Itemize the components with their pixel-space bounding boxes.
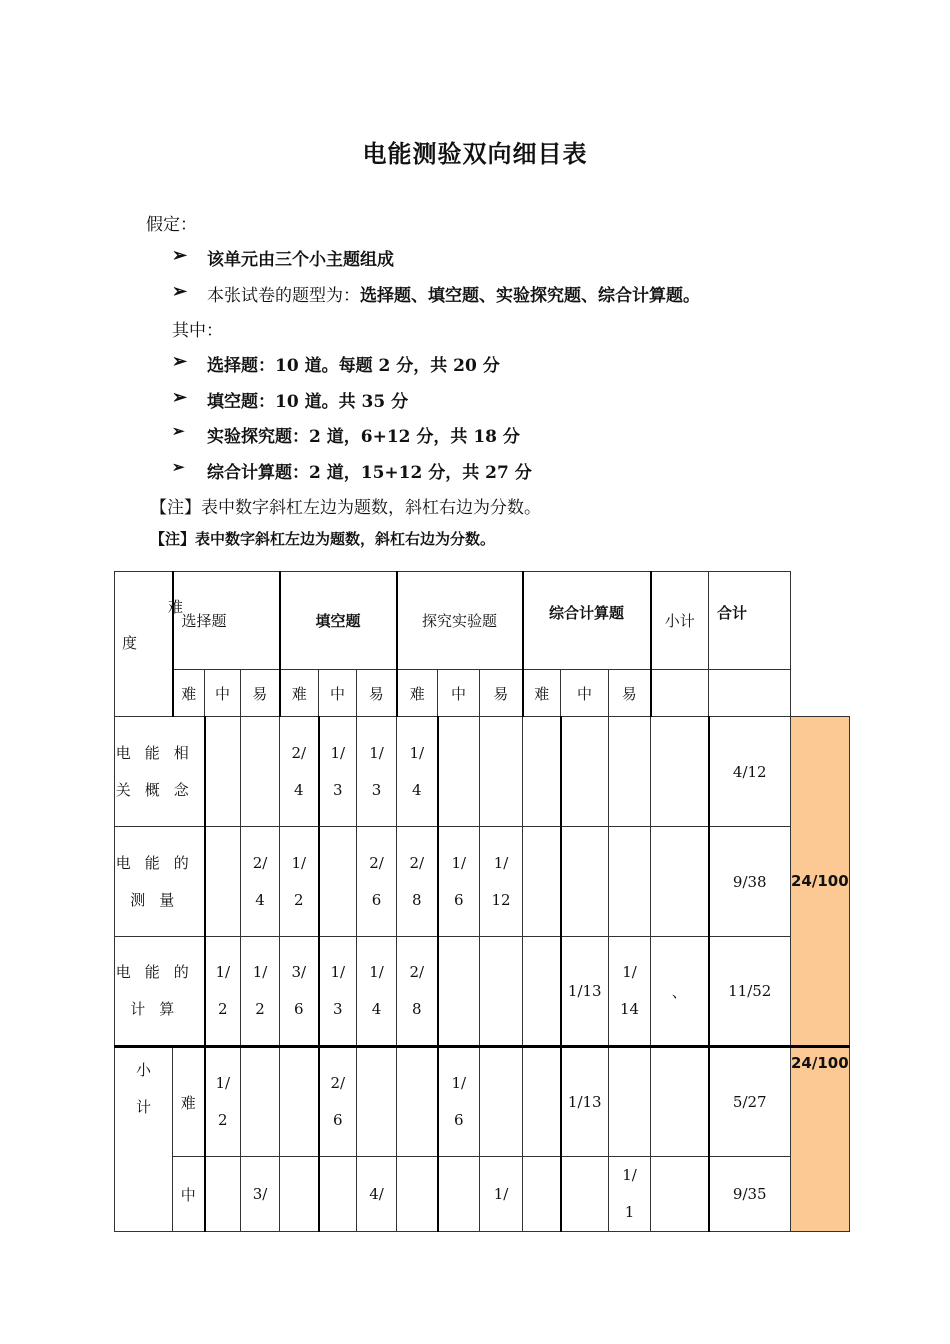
level-easy: 易 <box>357 670 397 717</box>
item-1-label: 选择题 <box>207 356 258 376</box>
table-row <box>115 717 850 827</box>
spec-table <box>114 571 850 1232</box>
item-4 <box>207 458 532 483</box>
level-mid: 中 <box>319 670 357 717</box>
data-cell <box>397 1157 438 1232</box>
total-cell: 24/100 <box>791 1047 850 1232</box>
item-3-text: ：2 道，6+12 分，共 18 分 <box>292 427 520 447</box>
data-cell: 2/ 6 <box>319 1047 357 1157</box>
row-label: 难 <box>173 1047 205 1157</box>
data-cell <box>480 717 523 827</box>
row-label: 电能的测量 <box>115 827 205 937</box>
data-cell <box>438 937 480 1047</box>
data-cell: 1/13 <box>561 937 609 1047</box>
item-3 <box>207 422 520 447</box>
level-hard: 难 <box>397 670 438 717</box>
data-cell: 1/ 2 <box>205 937 241 1047</box>
level-easy: 易 <box>241 670 280 717</box>
arrow-bullet-icon: ➢ <box>172 351 188 372</box>
data-cell <box>205 717 241 827</box>
header-fill: 填空题 <box>280 572 397 670</box>
data-cell: 3/ 6 <box>280 937 319 1047</box>
item-4-text: ：2 道，15+12 分，共 27 分 <box>292 463 532 483</box>
header-calc: 综合计算题 <box>523 572 651 670</box>
header-choice: 选择题 <box>173 572 280 670</box>
data-cell: 2/ 4 <box>280 717 319 827</box>
header-total: 合计 <box>709 572 791 670</box>
data-cell <box>609 1047 651 1157</box>
subtotal-cell: 4/12 <box>709 717 791 827</box>
data-cell: 2/ 4 <box>241 827 280 937</box>
data-cell: 1/ 3 <box>319 717 357 827</box>
total-cell: 24/100 <box>791 717 850 1047</box>
data-cell: 2/ 6 <box>357 827 397 937</box>
data-cell: 1/ 2 <box>241 937 280 1047</box>
data-cell <box>205 827 241 937</box>
data-cell: 1/ 6 <box>438 1047 480 1157</box>
level-easy: 易 <box>480 670 523 717</box>
data-cell: 1/ 4 <box>397 717 438 827</box>
data-cell: 4/ <box>357 1157 397 1232</box>
arrow-bullet-icon: ➢ <box>172 387 188 408</box>
data-cell <box>280 1157 319 1232</box>
data-cell <box>357 1047 397 1157</box>
subtotal-cell: 9/35 <box>709 1157 791 1232</box>
bullet-2-prefix: 本张试卷的题型为： <box>207 286 360 306</box>
row-label: 中 <box>173 1157 205 1232</box>
data-cell <box>609 717 651 827</box>
data-cell: 、 <box>651 937 709 1047</box>
level-hard: 难 <box>523 670 561 717</box>
data-cell: 1/ 4 <box>357 937 397 1047</box>
table-row <box>115 1157 850 1232</box>
data-cell: 1/ 1 <box>609 1157 651 1232</box>
data-cell <box>523 827 561 937</box>
bullet-1: 该单元由三个小主题组成 <box>207 250 394 270</box>
corner-bottom-label: 度 <box>122 634 138 652</box>
arrow-bullet-icon: ➢ <box>172 458 185 476</box>
item-1-text: ：10 道。每题 2 分，共 20 分 <box>258 356 500 376</box>
data-cell <box>609 827 651 937</box>
data-cell <box>438 1157 480 1232</box>
data-cell: 1/ 3 <box>319 937 357 1047</box>
subtotal-cell: 11/52 <box>709 937 791 1047</box>
table-row <box>115 1047 850 1157</box>
item-4-label: 综合计算题 <box>207 463 292 483</box>
data-cell <box>280 1047 319 1157</box>
level-hard: 难 <box>280 670 319 717</box>
data-cell <box>561 827 609 937</box>
data-cell <box>523 937 561 1047</box>
subtotal-cell: 5/27 <box>709 1047 791 1157</box>
data-cell <box>241 717 280 827</box>
data-cell: 1/ 12 <box>480 827 523 937</box>
note-1: 【注】表中数字斜杠左边为题数，斜杠右边为分数。 <box>150 498 541 518</box>
arrow-bullet-icon: ➢ <box>172 281 188 302</box>
header-subtotal: 小计 <box>651 572 709 670</box>
data-cell: 3/ <box>241 1157 280 1232</box>
level-mid: 中 <box>561 670 609 717</box>
subtotal-cell: 9/38 <box>709 827 791 937</box>
data-cell: 2/ 8 <box>397 937 438 1047</box>
arrow-bullet-icon: ➢ <box>172 422 185 440</box>
data-cell <box>523 717 561 827</box>
table-row <box>115 937 850 1047</box>
arrow-bullet-icon: ➢ <box>172 245 188 266</box>
item-2-label: 填空题 <box>207 392 258 412</box>
item-2 <box>207 387 408 412</box>
level-mid: 中 <box>205 670 241 717</box>
level-hard: 难 <box>173 670 205 717</box>
item-2-text: ：10 道。共 35 分 <box>258 392 409 412</box>
row-label: 电能的计算 <box>115 937 205 1047</box>
header-experiment: 探究实验题 <box>397 572 523 670</box>
page-title: 电能测验双向细目表 <box>362 140 588 168</box>
data-cell <box>397 1047 438 1157</box>
data-cell: 1/ 2 <box>280 827 319 937</box>
data-cell: 2/ 8 <box>397 827 438 937</box>
data-cell <box>480 1047 523 1157</box>
data-cell <box>651 1047 709 1157</box>
data-cell <box>205 1157 241 1232</box>
assumption-label: 假定： <box>146 215 197 235</box>
note-2: 【注】表中数字斜杠左边为题数，斜杠右边为分数。 <box>150 530 496 548</box>
data-cell <box>319 827 357 937</box>
data-cell <box>561 1157 609 1232</box>
data-cell: 1/ 14 <box>609 937 651 1047</box>
data-cell <box>651 1157 709 1232</box>
data-cell: 1/ <box>480 1157 523 1232</box>
data-cell <box>523 1157 561 1232</box>
data-cell <box>523 1047 561 1157</box>
level-easy: 易 <box>609 670 651 717</box>
table-row <box>115 827 850 937</box>
item-1 <box>207 351 500 376</box>
data-cell <box>651 717 709 827</box>
data-cell: 1/ 2 <box>205 1047 241 1157</box>
subtotal-row-label <box>115 1047 173 1232</box>
bullet-2 <box>207 281 700 306</box>
data-cell <box>651 827 709 937</box>
data-cell <box>241 1047 280 1157</box>
data-cell <box>480 937 523 1047</box>
corner-top-label: 难 <box>168 598 184 616</box>
row-label: 电能相关概念 <box>115 717 205 827</box>
data-cell <box>561 717 609 827</box>
data-cell: 1/ 6 <box>438 827 480 937</box>
level-empty-cell <box>709 670 791 717</box>
data-cell <box>319 1157 357 1232</box>
level-mid: 中 <box>438 670 480 717</box>
bullet-2-text: 选择题、填空题、实验探究题、综合计算题。 <box>360 286 700 306</box>
level-empty-cell <box>651 670 709 717</box>
among-label: 其中： <box>172 321 223 341</box>
data-cell: 1/13 <box>561 1047 609 1157</box>
item-3-label: 实验探究题 <box>207 427 292 447</box>
subtotal-label-stack: 小 计 <box>135 1061 151 1116</box>
data-cell <box>438 717 480 827</box>
data-cell: 1/ 3 <box>357 717 397 827</box>
